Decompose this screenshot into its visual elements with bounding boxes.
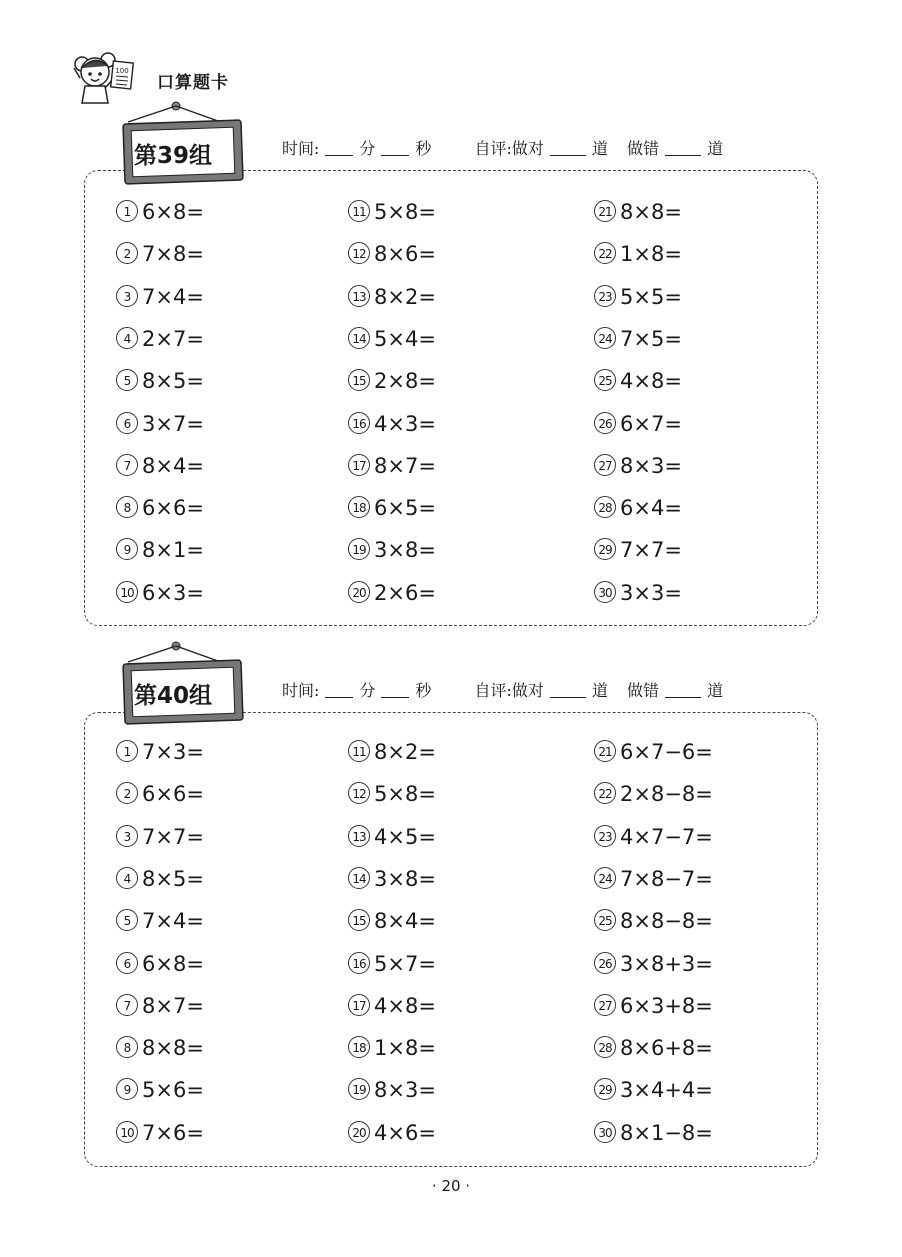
problem-item <box>348 864 436 894</box>
problem-item <box>348 493 436 523</box>
problem-expression: 1×8= <box>620 242 682 267</box>
problem-item <box>594 864 713 894</box>
problem-expression: 5×8= <box>374 200 436 224</box>
problem-expression: 8×8= <box>620 200 682 224</box>
problem-item <box>348 239 436 269</box>
problem-item <box>116 197 204 227</box>
group-title: 第40组 <box>134 683 213 709</box>
problem-expression: 2×6= <box>374 580 436 605</box>
problem-number: 12 <box>348 242 370 264</box>
problem-item <box>116 949 204 979</box>
problem-item <box>116 1075 204 1105</box>
problem-item <box>594 906 713 936</box>
problem-expression: 8×1−8= <box>620 1120 713 1145</box>
problem-number: 3 <box>116 825 138 847</box>
problem-number: 27 <box>594 994 616 1016</box>
problem-number: 2 <box>116 242 138 264</box>
problem-expression: 6×6= <box>142 496 204 521</box>
problem-item <box>594 535 682 565</box>
problem-number: 10 <box>116 1121 138 1143</box>
problem-number: 24 <box>594 867 616 889</box>
problem-number: 23 <box>594 825 616 847</box>
problem-number: 18 <box>348 496 370 518</box>
problem-number: 22 <box>594 242 616 264</box>
problem-expression: 7×7= <box>620 538 682 563</box>
problem-item <box>594 282 682 312</box>
problem-number: 6 <box>116 412 138 434</box>
problem-item <box>594 324 682 354</box>
problem-item <box>594 197 682 227</box>
problem-number: 8 <box>116 496 138 518</box>
problem-expression: 1×8= <box>374 1036 436 1061</box>
problem-number: 1 <box>116 200 138 222</box>
problem-item <box>348 282 436 312</box>
problem-expression: 8×5= <box>142 866 204 891</box>
problem-number: 30 <box>594 581 616 603</box>
problem-item <box>594 239 682 269</box>
problem-number: 20 <box>348 1121 370 1143</box>
problem-number: 24 <box>594 327 616 349</box>
problem-expression: 4×5= <box>374 824 436 849</box>
problem-item <box>348 737 436 767</box>
problem-expression: 8×8−8= <box>620 909 713 934</box>
problem-expression: 4×8= <box>374 993 436 1018</box>
problem-number: 17 <box>348 454 370 476</box>
problem-number: 20 <box>348 581 370 603</box>
problem-expression: 6×5= <box>374 496 436 521</box>
group-title: 第39组 <box>134 143 213 169</box>
problem-number: 8 <box>116 1036 138 1058</box>
problem-item <box>594 578 682 608</box>
problem-expression: 4×7−7= <box>620 824 713 849</box>
problem-item <box>594 822 713 852</box>
group-39 <box>84 100 818 630</box>
problem-number: 26 <box>594 952 616 974</box>
problem-number: 3 <box>116 285 138 307</box>
problem-expression: 6×3+8= <box>620 993 713 1018</box>
problem-item <box>348 324 436 354</box>
problem-number: 28 <box>594 496 616 518</box>
problem-expression: 6×3= <box>142 580 204 605</box>
problem-number: 23 <box>594 285 616 307</box>
problem-item <box>594 1075 713 1105</box>
problem-number: 19 <box>348 538 370 560</box>
problem-expression: 4×6= <box>374 1120 436 1145</box>
problem-number: 2 <box>116 782 138 804</box>
problem-item <box>116 822 204 852</box>
problem-item <box>116 493 204 523</box>
page-header <box>70 48 370 108</box>
problem-number: 28 <box>594 1036 616 1058</box>
problem-number: 4 <box>116 867 138 889</box>
problem-expression: 3×4+4= <box>620 1078 713 1103</box>
problem-item <box>348 535 436 565</box>
problem-item <box>594 779 713 809</box>
problem-item <box>348 578 436 608</box>
second-blank[interactable] <box>381 141 409 156</box>
problem-expression: 7×8−7= <box>620 866 713 891</box>
problem-number: 10 <box>116 581 138 603</box>
problem-number: 21 <box>594 200 616 222</box>
problem-number: 18 <box>348 1036 370 1058</box>
problem-expression: 6×4= <box>620 496 682 521</box>
minute-blank[interactable] <box>325 683 353 698</box>
problem-number: 6 <box>116 952 138 974</box>
problem-expression: 2×8−8= <box>620 782 713 807</box>
problem-number: 15 <box>348 369 370 391</box>
problem-item <box>116 737 204 767</box>
problem-item <box>594 991 713 1021</box>
problem-item <box>594 949 713 979</box>
problem-number: 14 <box>348 327 370 349</box>
problem-item <box>348 1075 436 1105</box>
problem-item <box>116 779 204 809</box>
problem-number: 9 <box>116 1078 138 1100</box>
problem-number: 14 <box>348 867 370 889</box>
problem-item <box>116 1033 204 1063</box>
problem-expression: 8×1= <box>142 538 204 563</box>
problem-item <box>594 493 682 523</box>
problem-number: 7 <box>116 994 138 1016</box>
problem-item <box>348 822 436 852</box>
problem-item <box>116 991 204 1021</box>
problem-expression: 3×8= <box>374 538 436 563</box>
problem-number: 19 <box>348 1078 370 1100</box>
problem-expression: 3×7= <box>142 411 204 436</box>
problem-item <box>116 906 204 936</box>
problem-expression: 8×4= <box>374 909 436 934</box>
problem-number: 5 <box>116 369 138 391</box>
wrong-count-blank[interactable] <box>665 683 701 698</box>
problem-item <box>348 949 436 979</box>
problem-expression: 8×3= <box>620 453 682 478</box>
problem-expression: 6×7= <box>620 411 682 436</box>
problem-expression: 2×7= <box>142 326 204 351</box>
problem-item <box>348 991 436 1021</box>
problem-number: 17 <box>348 994 370 1016</box>
problem-item <box>116 366 204 396</box>
problem-expression: 8×8= <box>142 1036 204 1061</box>
problem-number: 16 <box>348 412 370 434</box>
problem-item <box>116 239 204 269</box>
problem-expression: 5×8= <box>374 782 436 807</box>
problem-expression: 8×7= <box>374 453 436 478</box>
problem-item <box>116 451 204 481</box>
problem-item <box>116 409 204 439</box>
problem-number: 4 <box>116 327 138 349</box>
problem-item <box>348 197 436 227</box>
problem-expression: 6×8= <box>142 951 204 976</box>
problem-expression: 8×2= <box>374 284 436 309</box>
mascot-badge: 100 <box>115 67 129 75</box>
problem-expression: 7×7= <box>142 824 204 849</box>
page-number: · 20 · <box>431 1177 471 1195</box>
problem-item <box>348 451 436 481</box>
problem-expression: 5×7= <box>374 951 436 976</box>
problem-number: 15 <box>348 909 370 931</box>
problem-item <box>348 366 436 396</box>
problem-expression: 3×8+3= <box>620 951 713 976</box>
problem-expression: 8×7= <box>142 993 204 1018</box>
problem-expression: 8×3= <box>374 1078 436 1103</box>
problem-item <box>116 324 204 354</box>
problem-item <box>116 578 204 608</box>
problem-expression: 3×8= <box>374 866 436 891</box>
problem-expression: 7×5= <box>620 326 682 351</box>
problem-expression: 2×8= <box>374 369 436 394</box>
problem-item <box>116 535 204 565</box>
problem-expression: 8×5= <box>142 369 204 394</box>
problem-number: 11 <box>348 200 370 222</box>
problem-expression: 5×6= <box>142 1078 204 1103</box>
problem-number: 11 <box>348 740 370 762</box>
problem-item <box>348 1033 436 1063</box>
problem-expression: 6×8= <box>142 200 204 224</box>
problem-expression: 6×7−6= <box>620 740 713 764</box>
problem-number: 16 <box>348 952 370 974</box>
problem-item <box>348 906 436 936</box>
minute-blank[interactable] <box>325 141 353 156</box>
problem-number: 5 <box>116 909 138 931</box>
problem-number: 29 <box>594 538 616 560</box>
problem-item <box>116 864 204 894</box>
problem-item <box>594 451 682 481</box>
problem-number: 1 <box>116 740 138 762</box>
problem-item <box>348 779 436 809</box>
problem-number: 9 <box>116 538 138 560</box>
problem-number: 25 <box>594 369 616 391</box>
problem-item <box>594 1033 713 1063</box>
problem-item <box>594 409 682 439</box>
problem-expression: 6×6= <box>142 782 204 807</box>
correct-count-blank[interactable] <box>550 141 586 156</box>
problem-expression: 7×8= <box>142 242 204 267</box>
problem-expression: 7×3= <box>142 740 204 764</box>
problem-number: 26 <box>594 412 616 434</box>
problem-item <box>594 737 713 767</box>
problem-item <box>116 1118 204 1148</box>
problem-number: 12 <box>348 782 370 804</box>
problem-number: 25 <box>594 909 616 931</box>
girl-holding-score-sheet-icon <box>70 48 140 108</box>
score-line: 时间: 分 秒 自评:做对 道 做错 道 <box>282 681 724 700</box>
problem-expression: 8×6= <box>374 242 436 267</box>
problem-expression: 3×3= <box>620 580 682 605</box>
problem-item <box>594 366 682 396</box>
problem-expression: 5×5= <box>620 284 682 309</box>
header-title: 口算题卡 <box>157 73 229 93</box>
problem-expression: 7×4= <box>142 909 204 934</box>
problem-number: 21 <box>594 740 616 762</box>
problem-expression: 7×4= <box>142 284 204 309</box>
wrong-count-blank[interactable] <box>665 141 701 156</box>
problem-number: 13 <box>348 285 370 307</box>
problem-number: 29 <box>594 1078 616 1100</box>
problem-number: 22 <box>594 782 616 804</box>
problem-number: 13 <box>348 825 370 847</box>
problem-expression: 8×6+8= <box>620 1036 713 1061</box>
problem-expression: 8×2= <box>374 740 436 764</box>
problem-expression: 8×4= <box>142 453 204 478</box>
second-blank[interactable] <box>381 683 409 698</box>
problem-item <box>348 409 436 439</box>
problem-item <box>348 1118 436 1148</box>
problem-number: 7 <box>116 454 138 476</box>
problem-item <box>116 282 204 312</box>
correct-count-blank[interactable] <box>550 683 586 698</box>
problem-number: 30 <box>594 1121 616 1143</box>
score-line: 时间: 分 秒 自评:做对 道 做错 道 <box>282 139 724 158</box>
problem-expression: 4×8= <box>620 369 682 394</box>
problem-number: 27 <box>594 454 616 476</box>
problem-expression: 4×3= <box>374 411 436 436</box>
problem-expression: 5×4= <box>374 326 436 351</box>
problem-item <box>594 1118 713 1148</box>
problem-expression: 7×6= <box>142 1120 204 1145</box>
group-40 <box>84 640 818 1170</box>
